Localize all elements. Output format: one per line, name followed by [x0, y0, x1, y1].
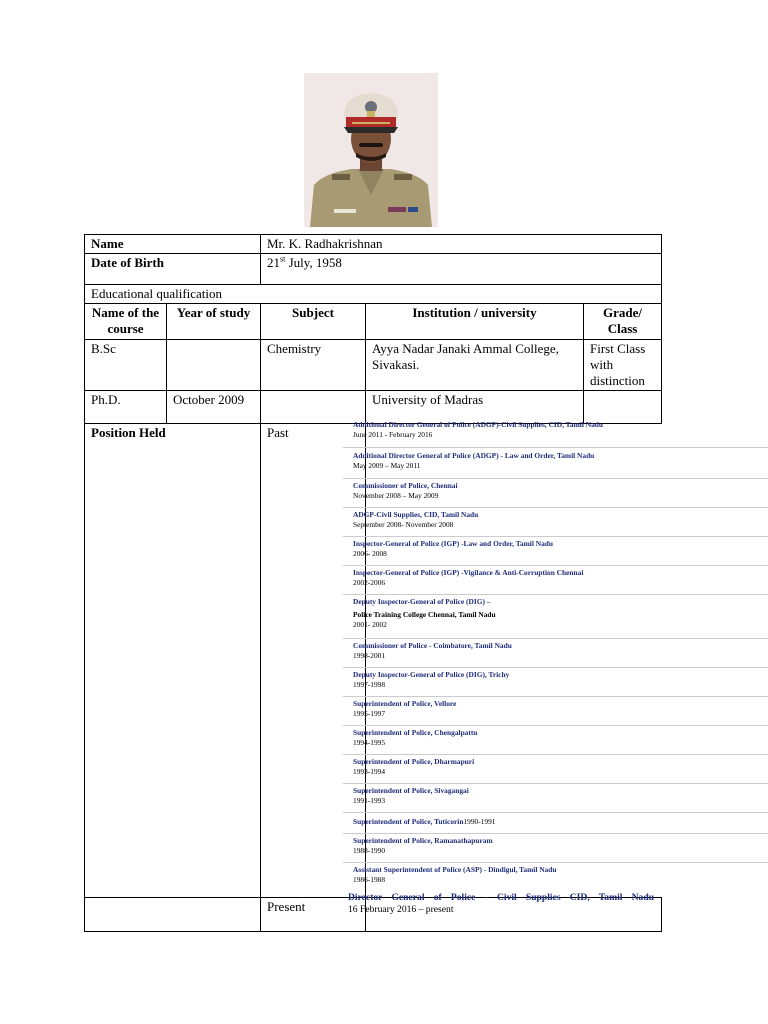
- position-title: Inspector-General of Police (IGP) -Law and Order, Tamil Nadu: [353, 539, 554, 548]
- list-item: [343, 638, 768, 667]
- position-dates: 1993-1994: [353, 767, 386, 776]
- dob-rest: July, 1958: [285, 255, 342, 270]
- list-item: [343, 812, 768, 833]
- position-title: Superintendent of Police, Tuticorin: [353, 817, 464, 826]
- list-item: [343, 565, 768, 594]
- position-title: Superintendent of Police, Sivagangai: [353, 786, 469, 795]
- edu-institution: University of Madras: [366, 391, 584, 424]
- list-item: [343, 754, 768, 783]
- present-position: [348, 892, 654, 916]
- list-item: [343, 536, 768, 565]
- position-title: Commissioner of Police, Chennai: [353, 481, 458, 490]
- edu-row: [85, 340, 662, 391]
- position-title: Assistant Superintendent of Police (ASP) - Dindigul, Tamil Nadu: [353, 865, 557, 874]
- dob-label: Date of Birth: [85, 254, 261, 285]
- present-position-dates: 16 February 2016 – present: [348, 904, 454, 915]
- edu-grade: First Class with distinction: [584, 340, 662, 391]
- edu-course: Ph.D.: [85, 391, 167, 424]
- position-label: Position Held: [85, 424, 261, 898]
- position-dates: 1988-1990: [353, 846, 386, 855]
- list-item: [343, 696, 768, 725]
- dob-value: [261, 254, 662, 285]
- dob-suffix: st: [280, 254, 286, 264]
- position-title: ADGP-Civil Supplies, CID, Tamil Nadu: [353, 510, 479, 519]
- position-title: Additional Director General of Police (ADGP) - Law and Order, Tamil Nadu: [353, 451, 595, 460]
- list-item: [343, 594, 768, 638]
- edu-year: October 2009: [167, 391, 261, 424]
- position-dates: 2002-2006: [353, 578, 386, 587]
- edu-header-grade: Grade/ Class: [584, 304, 662, 340]
- past-positions-list: [343, 418, 768, 891]
- edu-header-year: Year of study: [167, 304, 261, 340]
- position-dates: 1997-1998: [353, 680, 386, 689]
- present-position-title: Director General of Police - Civil Supplies CID, Tamil Nadu: [348, 892, 654, 903]
- officer-photo: [304, 73, 438, 227]
- list-item: [343, 725, 768, 754]
- position-dates: 2001- 2002: [353, 620, 387, 629]
- position-dates: 1986-1988: [353, 875, 386, 884]
- name-value: Mr. K. Radhakrishnan: [261, 235, 662, 254]
- position-title: Superintendent of Police, Dharmapuri: [353, 757, 475, 766]
- list-item: [343, 783, 768, 812]
- position-dates: 1990-1991: [463, 817, 496, 826]
- list-item: [343, 418, 768, 447]
- past-label: Past: [261, 424, 366, 898]
- position-title: Additional Director General of Police (ADGP)-Civil Supplies, CID, Tamil Nadu: [353, 420, 603, 429]
- position-dates: 1994-1995: [353, 738, 386, 747]
- list-item: [343, 833, 768, 862]
- list-item: [343, 447, 768, 478]
- list-item: [343, 507, 768, 536]
- position-title: Inspector-General of Police (IGP) -Vigilance & Anti-Corruption Chennai: [353, 568, 584, 577]
- edu-year: [167, 340, 261, 391]
- present-spacer: [85, 898, 261, 932]
- list-item: [343, 667, 768, 696]
- position-title: Deputy Inspector-General of Police (DIG) –: [353, 597, 491, 606]
- position-title: Commissioner of Police - Coimbatore, Tamil Nadu: [353, 641, 512, 650]
- edu-header-course: Name of the course: [85, 304, 167, 340]
- list-item: [343, 478, 768, 507]
- position-dates: 1995-1997: [353, 709, 386, 718]
- name-label: Name: [85, 235, 261, 254]
- position-dates: September 2008- November 2008: [353, 520, 454, 529]
- position-dates: 1991-1993: [353, 796, 386, 805]
- edu-subject: Chemistry: [261, 340, 366, 391]
- edu-institution: Ayya Nadar Janaki Ammal College, Sivakasi.: [366, 340, 584, 391]
- edu-header-institution: Institution / university: [366, 304, 584, 340]
- present-label: Present: [261, 898, 366, 932]
- position-dates: 2006- 2008: [353, 549, 387, 558]
- position-dates: November 2008 – May 2009: [353, 491, 439, 500]
- position-title: Superintendent of Police, Vellore: [353, 699, 457, 708]
- position-dates: May 2009 – May 2011: [353, 461, 421, 470]
- edu-header-subject: Subject: [261, 304, 366, 340]
- position-title: Deputy Inspector-General of Police (DIG), Trichy: [353, 670, 510, 679]
- dob-day: 21: [267, 255, 280, 270]
- position-title: Superintendent of Police, Chengalpattu: [353, 728, 478, 737]
- position-dates: June 2011 - February 2016: [353, 430, 433, 439]
- position-subtitle: Police Training College Chennai, Tamil Nadu: [353, 610, 496, 619]
- list-item: [343, 862, 768, 891]
- position-title: Superintendent of Police, Ramanathapuram: [353, 836, 493, 845]
- edu-label: Educational qualification: [85, 285, 662, 304]
- position-dates: 1998-2001: [353, 651, 386, 660]
- edu-course: B.Sc: [85, 340, 167, 391]
